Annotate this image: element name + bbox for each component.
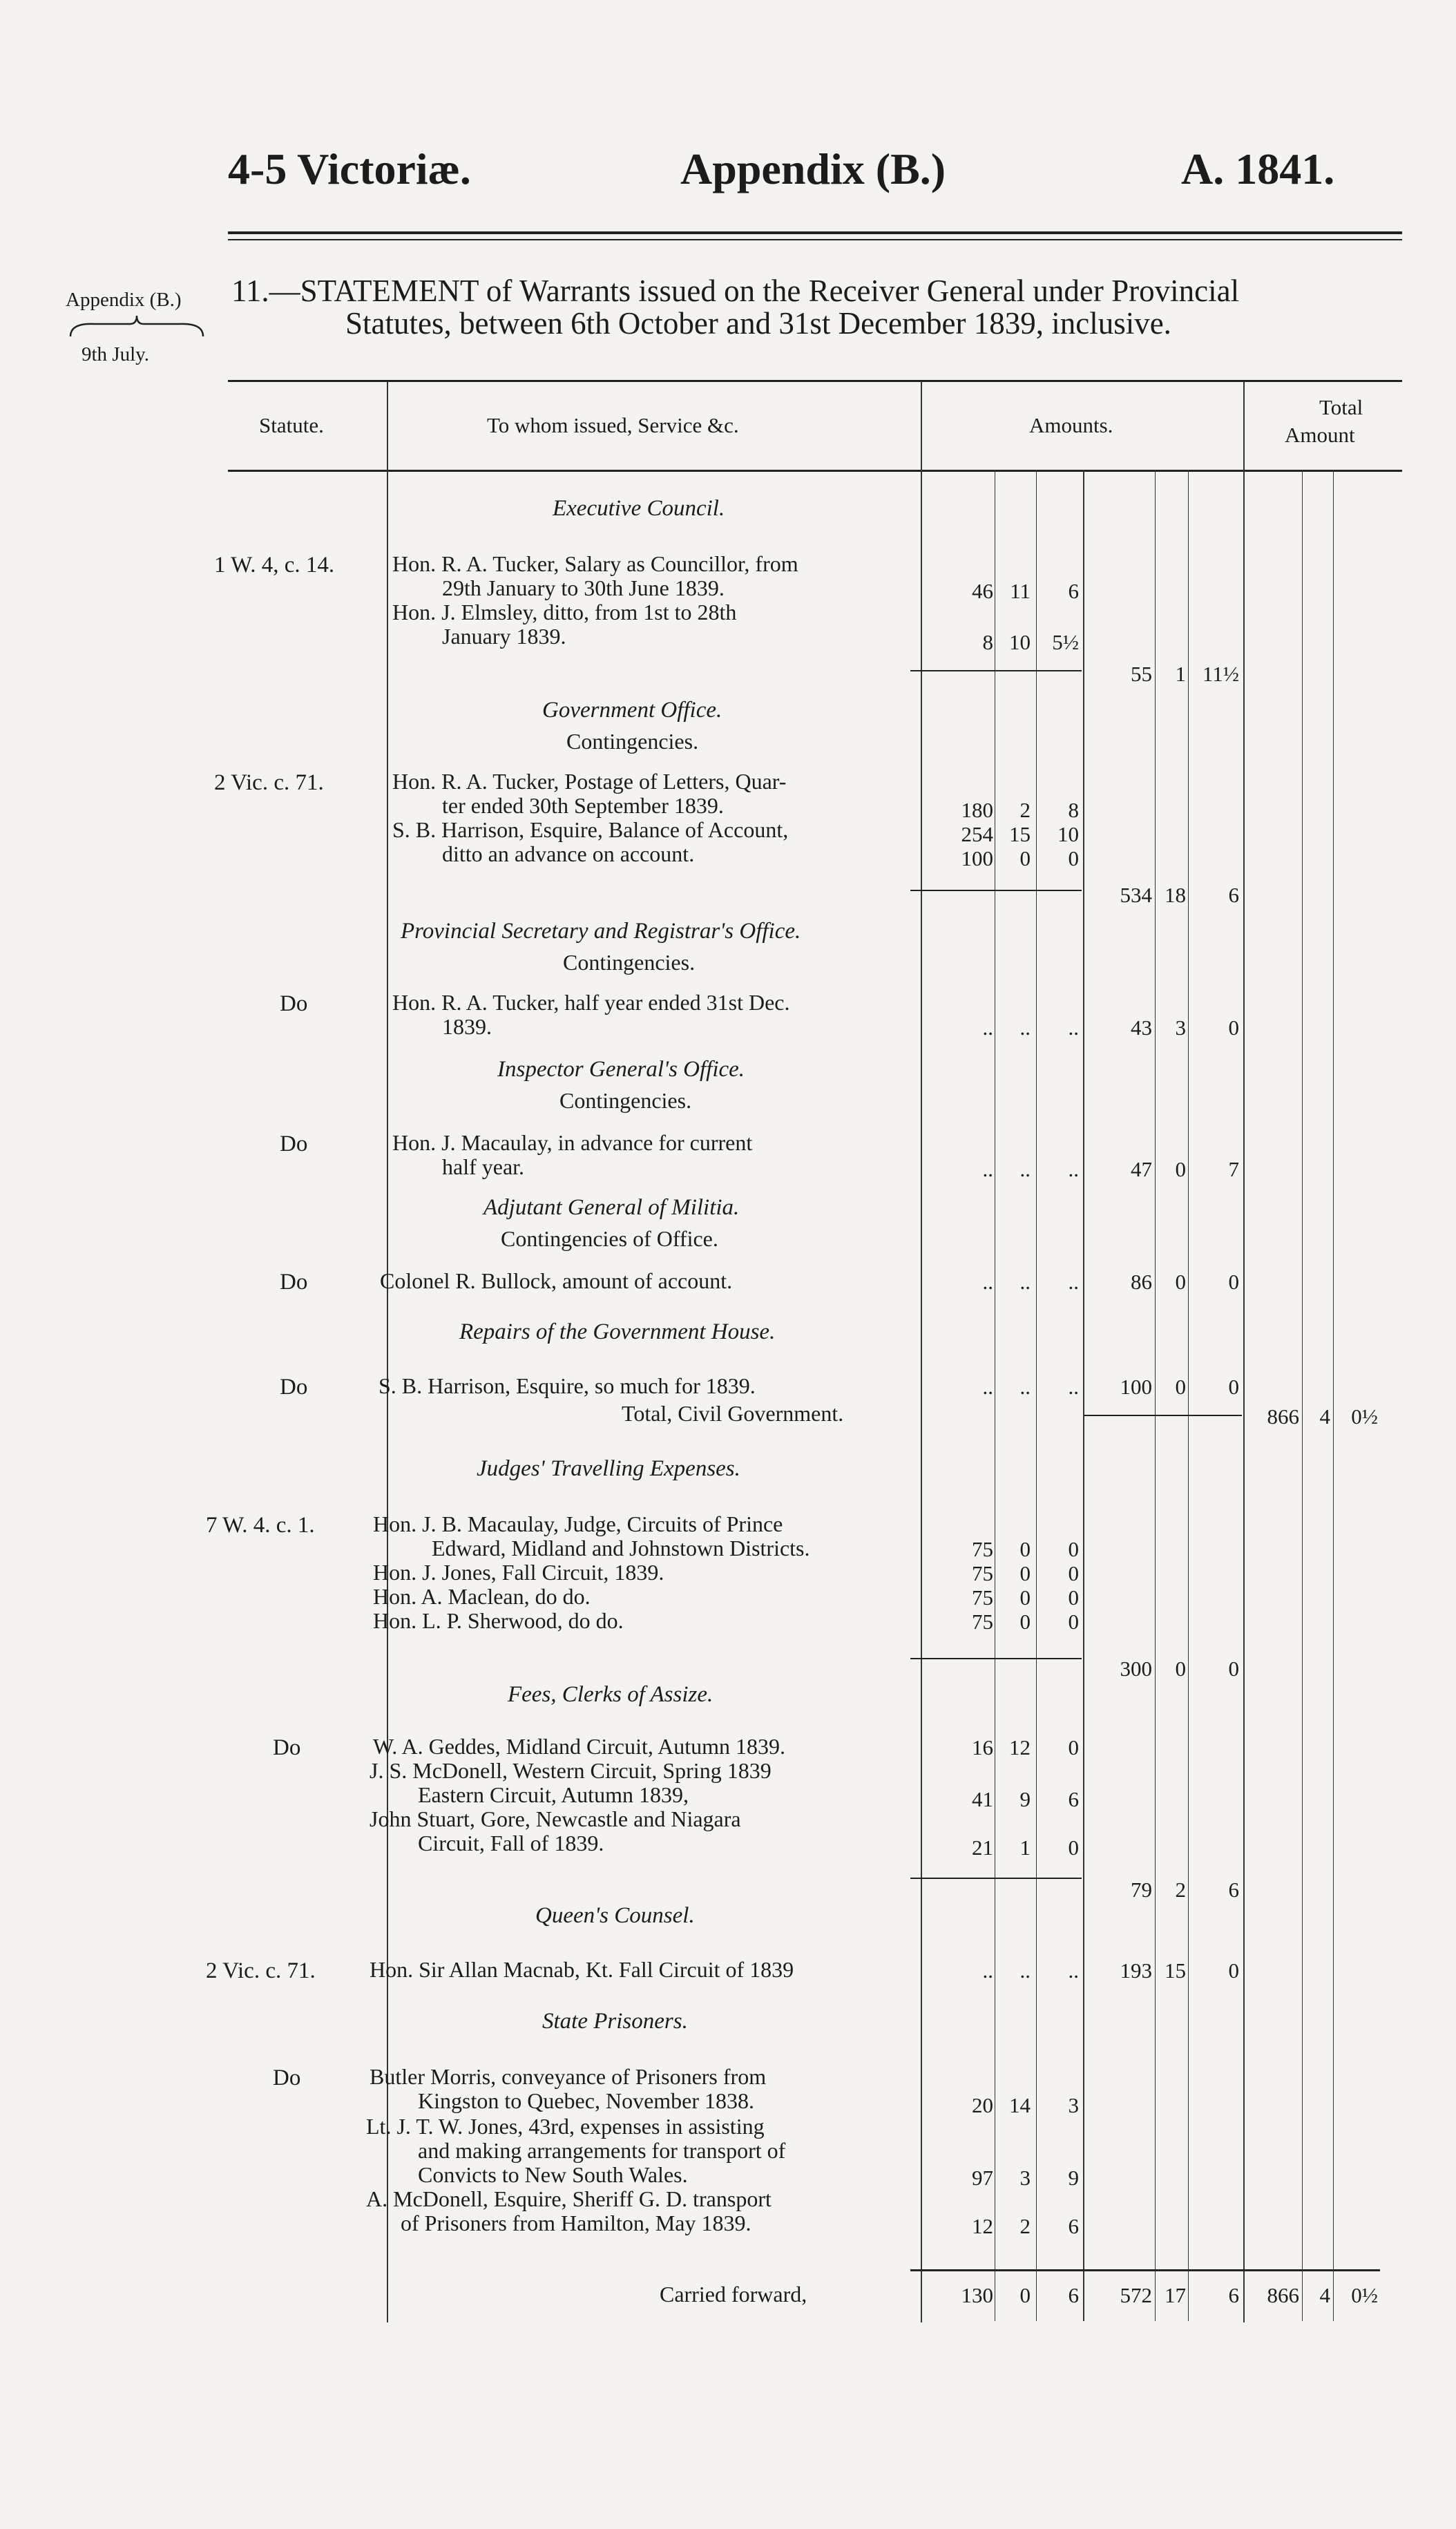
subtotal-shillings: 3: [1175, 1015, 1186, 1040]
subtotal-pence: 6: [1228, 883, 1239, 907]
entry-line: Kingston to Quebec, November 1838.: [418, 2088, 755, 2113]
section-title: Queen's Counsel.: [535, 1903, 695, 1928]
dots: ..: [982, 1015, 993, 1040]
carried-forward-shillings: 4: [1319, 2283, 1330, 2307]
amount-shillings: 14: [1009, 2093, 1031, 2117]
subtotal-pence: 0: [1228, 1015, 1239, 1040]
amount-pence: 0: [1068, 846, 1079, 870]
carried-forward-label: Carried forward,: [660, 2282, 807, 2307]
section-subtitle: Contingencies.: [559, 1088, 692, 1113]
amount-pence: 0: [1068, 1585, 1079, 1610]
amount-pence: 5½: [1052, 630, 1079, 654]
entry-line: Hon. J. Macaulay, in advance for current: [392, 1130, 753, 1155]
margin-note-date: 9th July.: [82, 343, 150, 365]
section-subtitle: Contingencies.: [566, 729, 699, 754]
amount-pounds: 21: [972, 1835, 993, 1860]
section-title: Executive Council.: [553, 496, 725, 521]
carried-forward-shillings: 0: [1019, 2283, 1031, 2307]
amount-shillings: 9: [1019, 1787, 1031, 1811]
col-divider-desc: [921, 381, 922, 2322]
margin-brace: [68, 314, 206, 342]
entry-line: of Prisoners from Hamilton, May 1839.: [401, 2211, 751, 2235]
dots: ..: [1019, 1375, 1031, 1399]
entry-line: A. McDonell, Esquire, Sheriff G. D. transport: [366, 2186, 772, 2211]
amount-pounds: 20: [972, 2093, 993, 2117]
statute-ref: 2 Vic. c. 71.: [206, 1958, 316, 1983]
entry-line: S. B. Harrison, Esquire, so much for 1839.: [379, 1373, 756, 1398]
amount-pounds: 100: [961, 846, 993, 870]
amount-pounds: 97: [972, 2166, 993, 2190]
entry-line: Hon. A. Maclean, do do.: [373, 1584, 591, 1609]
amount-pounds: 75: [972, 1561, 993, 1585]
subtotal-pence: 7: [1228, 1157, 1239, 1181]
statute-ref: Do: [280, 991, 308, 1016]
amount-shillings: 0: [1019, 1585, 1031, 1610]
header-left: 4-5 Victoriæ.: [228, 144, 471, 193]
entry-line: J. S. McDonell, Western Circuit, Spring 1839: [370, 1758, 772, 1783]
dots: ..: [1068, 1270, 1079, 1294]
amount-pounds: 12: [972, 2214, 993, 2238]
section-subtitle: Contingencies of Office.: [501, 1226, 718, 1251]
carried-forward-pence: 6: [1228, 2283, 1239, 2307]
statement-title-line2: Statutes, between 6th October and 31st December 1839, inclusive.: [345, 306, 1171, 341]
subtotal-pence: 0: [1228, 1657, 1239, 1681]
carried-forward-rule: [910, 2269, 1380, 2271]
amount-shillings: 0: [1019, 846, 1031, 870]
subtotal-pounds: 47: [1131, 1157, 1152, 1181]
col-divider-amt-mid: [1083, 470, 1084, 2321]
dots: ..: [1068, 1958, 1079, 1983]
col-divider-total: [1243, 381, 1245, 2322]
section-title: Inspector General's Office.: [497, 1057, 745, 1082]
entry-line: Hon. L. P. Sherwood, do do.: [373, 1608, 624, 1633]
amount-shillings: 3: [1019, 2166, 1031, 2190]
amount-pounds: 75: [972, 1537, 993, 1561]
dots: ..: [1019, 1015, 1031, 1040]
subtotal-pence: 0: [1228, 1375, 1239, 1399]
amount-shillings: 0: [1019, 1561, 1031, 1585]
dots: ..: [982, 1375, 993, 1399]
column-header-statute: Statute.: [259, 413, 324, 437]
statute-ref: Do: [280, 1270, 308, 1295]
subtotal-rule: [910, 1878, 1082, 1879]
amount-pence: 6: [1068, 579, 1079, 603]
statute-ref: Do: [273, 1735, 301, 1760]
carried-forward-pounds: 866: [1267, 2283, 1299, 2307]
subtotal-pounds: 534: [1120, 883, 1152, 907]
carried-forward-pounds: 130: [961, 2283, 993, 2307]
section-title: Provincial Secretary and Registrar's Office.: [401, 919, 801, 944]
amount-shillings: 0: [1019, 1537, 1031, 1561]
dots: ..: [982, 1157, 993, 1181]
entry-line: half year.: [442, 1154, 525, 1179]
col-divider-tot-a: [1302, 470, 1303, 2321]
subtotal-pence: 6: [1228, 1878, 1239, 1902]
subtotal-shillings: 0: [1175, 1157, 1186, 1181]
amount-pounds: 75: [972, 1610, 993, 1634]
subtotal-rule: [910, 1658, 1082, 1659]
col-divider-amt-b: [1036, 470, 1037, 2321]
subtotal-pence: 11½: [1202, 662, 1239, 686]
header-right: A. 1841.: [1181, 144, 1335, 193]
amount-shillings: 1: [1019, 1835, 1031, 1860]
amount-pence: 6: [1068, 2214, 1079, 2238]
subtotal-pounds: 43: [1131, 1015, 1152, 1040]
amount-pounds: 180: [961, 798, 993, 822]
subtotal-pence: 0: [1228, 1270, 1239, 1294]
section-title: Judges' Travelling Expenses.: [477, 1456, 740, 1481]
column-header-to-whom: To whom issued, Service &c.: [487, 413, 739, 437]
entry-line: W. A. Geddes, Midland Circuit, Autumn 1839.: [373, 1734, 786, 1759]
header-rule-thin: [228, 239, 1402, 240]
statement-title-line1: 11.—STATEMENT of Warrants issued on the Receiver General under Provincial: [231, 274, 1240, 308]
amount-pounds: 254: [961, 822, 993, 846]
subtotal-rule: [910, 890, 1082, 891]
section-title: Fees, Clerks of Assize.: [508, 1682, 713, 1707]
col-divider-amt-c: [1155, 470, 1156, 2321]
amount-shillings: 0: [1019, 1610, 1031, 1634]
total-shillings: 4: [1319, 1404, 1330, 1429]
carried-forward-shillings: 17: [1165, 2283, 1186, 2307]
amount-pence: 0: [1068, 1835, 1079, 1860]
subtotal-pounds: 86: [1131, 1270, 1152, 1294]
total-pence: 0½: [1351, 1404, 1378, 1429]
amount-pence: 8: [1068, 798, 1079, 822]
entry-line: 29th January to 30th June 1839.: [442, 575, 725, 600]
col-divider-amt-d: [1188, 470, 1189, 2321]
amount-shillings: 2: [1019, 798, 1031, 822]
entry-line: ditto an advance on account.: [442, 841, 695, 866]
dots: ..: [1019, 1157, 1031, 1181]
entry-line: Hon. R. A. Tucker, Salary as Councillor, from: [392, 551, 798, 576]
entry-line: Hon. J. B. Macaulay, Judge, Circuits of Prince: [373, 1511, 783, 1536]
col-divider-tot-b: [1333, 470, 1334, 2321]
subtotal-pounds: 100: [1120, 1375, 1152, 1399]
statute-ref: 2 Vic. c. 71.: [214, 770, 324, 795]
amount-shillings: 2: [1019, 2214, 1031, 2238]
entry-line: Hon. R. A. Tucker, Postage of Letters, Quar-: [392, 769, 787, 794]
carried-forward-pence: 6: [1068, 2283, 1079, 2307]
amount-shillings: 10: [1009, 630, 1031, 654]
entry-line: Lt. J. T. W. Jones, 43rd, expenses in assisting: [366, 2114, 765, 2139]
subtotal-pounds: 79: [1131, 1878, 1152, 1902]
margin-note-appendix: Appendix (B.): [66, 289, 182, 311]
section-subtitle: Contingencies.: [563, 950, 696, 975]
subtotal-rule: [1084, 1415, 1242, 1416]
subtotal-pounds: 300: [1120, 1657, 1152, 1681]
carried-forward-pence: 0½: [1351, 2283, 1378, 2307]
amount-pounds: 8: [982, 630, 993, 654]
section-title: Adjutant General of Militia.: [483, 1195, 740, 1220]
amount-pounds: 46: [972, 579, 993, 603]
amount-shillings: 12: [1009, 1735, 1031, 1759]
entry-line: John Stuart, Gore, Newcastle and Niagara: [370, 1806, 741, 1831]
entry-line: Butler Morris, conveyance of Prisoners from: [370, 2064, 767, 2089]
section-title: State Prisoners.: [542, 2009, 688, 2034]
dots: ..: [982, 1958, 993, 1983]
section-title: Repairs of the Government House.: [459, 1319, 776, 1344]
header-center: Appendix (B.): [680, 144, 946, 193]
table-head-rule: [228, 470, 1402, 472]
dots: ..: [982, 1270, 993, 1294]
amount-pence: 3: [1068, 2093, 1079, 2117]
statute-ref: Do: [273, 2065, 301, 2090]
subtotal-shillings: 15: [1165, 1958, 1186, 1983]
entry-line: ter ended 30th September 1839.: [442, 793, 724, 818]
amount-pence: 0: [1068, 1537, 1079, 1561]
amount-pence: 0: [1068, 1735, 1079, 1759]
amount-pence: 9: [1068, 2166, 1079, 2190]
dots: ..: [1019, 1958, 1031, 1983]
subtotal-shillings: 2: [1175, 1878, 1186, 1902]
amount-pounds: 41: [972, 1787, 993, 1811]
entry-line: 1839.: [442, 1014, 492, 1039]
entry-line: S. B. Harrison, Esquire, Balance of Account,: [392, 817, 789, 842]
subtotal-shillings: 0: [1175, 1270, 1186, 1294]
amount-pounds: 75: [972, 1585, 993, 1610]
subtotal-shillings: 0: [1175, 1375, 1186, 1399]
subtotal-pence: 0: [1228, 1958, 1239, 1983]
subtotal-rule: [910, 670, 1082, 671]
amount-pence: 0: [1068, 1561, 1079, 1585]
header-rule: [228, 231, 1402, 234]
carried-forward-pounds: 572: [1120, 2283, 1152, 2307]
amount-shillings: 15: [1009, 822, 1031, 846]
dots: ..: [1068, 1157, 1079, 1181]
entry-line-total: Total, Civil Government.: [622, 1401, 844, 1426]
table-top-rule: [228, 380, 1402, 382]
entry-line: Eastern Circuit, Autumn 1839,: [418, 1782, 689, 1807]
entry-line: Edward, Midland and Johnstown Districts.: [432, 1536, 810, 1561]
col-divider-statute: [387, 381, 388, 2322]
subtotal-shillings: 1: [1175, 662, 1186, 686]
amount-pence: 0: [1068, 1610, 1079, 1634]
statute-ref: Do: [280, 1132, 308, 1156]
amount-pounds: 16: [972, 1735, 993, 1759]
entry-line: Hon. Sir Allan Macnab, Kt. Fall Circuit of 1839: [370, 1957, 794, 1982]
subtotal-shillings: 18: [1165, 883, 1186, 907]
entry-line: Hon. J. Jones, Fall Circuit, 1839.: [373, 1560, 664, 1585]
entry-line: Hon. J. Elmsley, ditto, from 1st to 28th: [392, 600, 737, 624]
dots: ..: [1019, 1270, 1031, 1294]
total-pounds: 866: [1267, 1404, 1299, 1429]
entry-line: Convicts to New South Wales.: [418, 2162, 688, 2187]
statute-ref: Do: [280, 1375, 308, 1400]
statute-ref: 7 W. 4. c. 1.: [206, 1513, 315, 1538]
subtotal-shillings: 0: [1175, 1657, 1186, 1681]
entry-line: Hon. R. A. Tucker, half year ended 31st Dec.: [392, 990, 790, 1015]
column-header-total-1: Total: [1319, 395, 1363, 419]
statute-ref: 1 W. 4, c. 14.: [214, 553, 335, 578]
dots: ..: [1068, 1015, 1079, 1040]
column-header-amounts: Amounts.: [1029, 413, 1113, 437]
section-title: Government Office.: [542, 698, 722, 723]
amount-shillings: 11: [1010, 579, 1031, 603]
column-header-total-2: Amount: [1285, 423, 1355, 447]
amount-pence: 10: [1057, 822, 1079, 846]
amount-pence: 6: [1068, 1787, 1079, 1811]
subtotal-pounds: 193: [1120, 1958, 1152, 1983]
subtotal-pounds: 55: [1131, 662, 1152, 686]
entry-line: Circuit, Fall of 1839.: [418, 1831, 604, 1855]
dots: ..: [1068, 1375, 1079, 1399]
entry-line: January 1839.: [442, 624, 566, 649]
entry-line: Colonel R. Bullock, amount of account.: [380, 1268, 733, 1293]
entry-line: and making arrangements for transport of: [418, 2138, 786, 2163]
